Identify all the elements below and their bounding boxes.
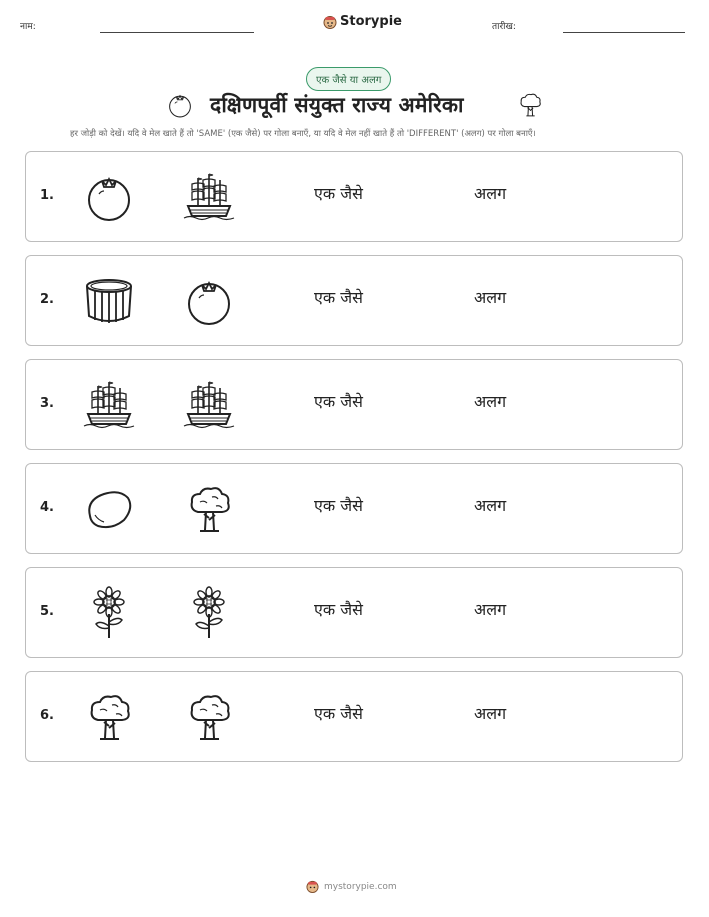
same-option[interactable]: एक जैसे <box>314 288 363 307</box>
name-field[interactable] <box>100 32 254 33</box>
tree-icon <box>516 91 544 119</box>
same-option[interactable]: एक जैसे <box>314 704 363 723</box>
tree-icon <box>182 482 236 536</box>
instructions: हर जोड़ी को देखें। यदि वे मेल खाते हैं तो 'SAME' (एक जैसे) पर गोला बनाएँ, या यदि वे मेल नहीं खाते हैं तो 'DIFFERENT' (अलग) पर गोला बनाएँ। <box>70 129 536 139</box>
question-row <box>25 359 683 450</box>
ship-icon <box>182 170 236 224</box>
footer <box>306 880 397 893</box>
question-number: 6. <box>40 708 54 723</box>
ship-icon <box>82 378 136 432</box>
different-option[interactable]: अलग <box>474 496 507 515</box>
drum-icon <box>82 274 136 328</box>
question-number: 1. <box>40 188 54 203</box>
question-number: 5. <box>40 604 54 619</box>
different-option[interactable]: अलग <box>474 288 507 307</box>
tree-icon <box>182 690 236 744</box>
same-option[interactable]: एक जैसे <box>314 184 363 203</box>
question-row <box>25 463 683 554</box>
same-option[interactable]: एक जैसे <box>314 392 363 411</box>
brand-logo <box>323 14 402 29</box>
same-option[interactable]: एक जैसे <box>314 600 363 619</box>
page-title: दक्षिणपूर्वी संयुक्त राज्य अमेरिका <box>210 93 464 117</box>
worksheet-tag: एक जैसे या अलग <box>306 67 391 91</box>
date-label: तारीख: <box>492 22 516 32</box>
question-number: 3. <box>40 396 54 411</box>
orange-icon <box>82 170 136 224</box>
question-row <box>25 255 683 346</box>
storypie-logo-icon <box>323 15 337 29</box>
different-option[interactable]: अलग <box>474 600 507 619</box>
date-field[interactable] <box>563 32 685 33</box>
question-number: 4. <box>40 500 54 515</box>
question-row <box>25 151 683 242</box>
footer-url[interactable]: mystorypie.com <box>324 881 397 892</box>
orange-icon <box>166 91 194 119</box>
same-option[interactable]: एक जैसे <box>314 496 363 515</box>
name-label: नाम: <box>20 22 36 32</box>
storypie-footer-logo-icon <box>306 880 319 893</box>
question-row <box>25 567 683 658</box>
different-option[interactable]: अलग <box>474 704 507 723</box>
question-row <box>25 671 683 762</box>
potato-icon <box>82 482 136 536</box>
orange-icon <box>182 274 236 328</box>
tree-icon <box>82 690 136 744</box>
different-option[interactable]: अलग <box>474 184 507 203</box>
brand-name: Storypie <box>340 14 402 29</box>
ship-icon <box>182 378 236 432</box>
different-option[interactable]: अलग <box>474 392 507 411</box>
sunflower-icon <box>82 586 136 640</box>
question-number: 2. <box>40 292 54 307</box>
sunflower-icon <box>182 586 236 640</box>
